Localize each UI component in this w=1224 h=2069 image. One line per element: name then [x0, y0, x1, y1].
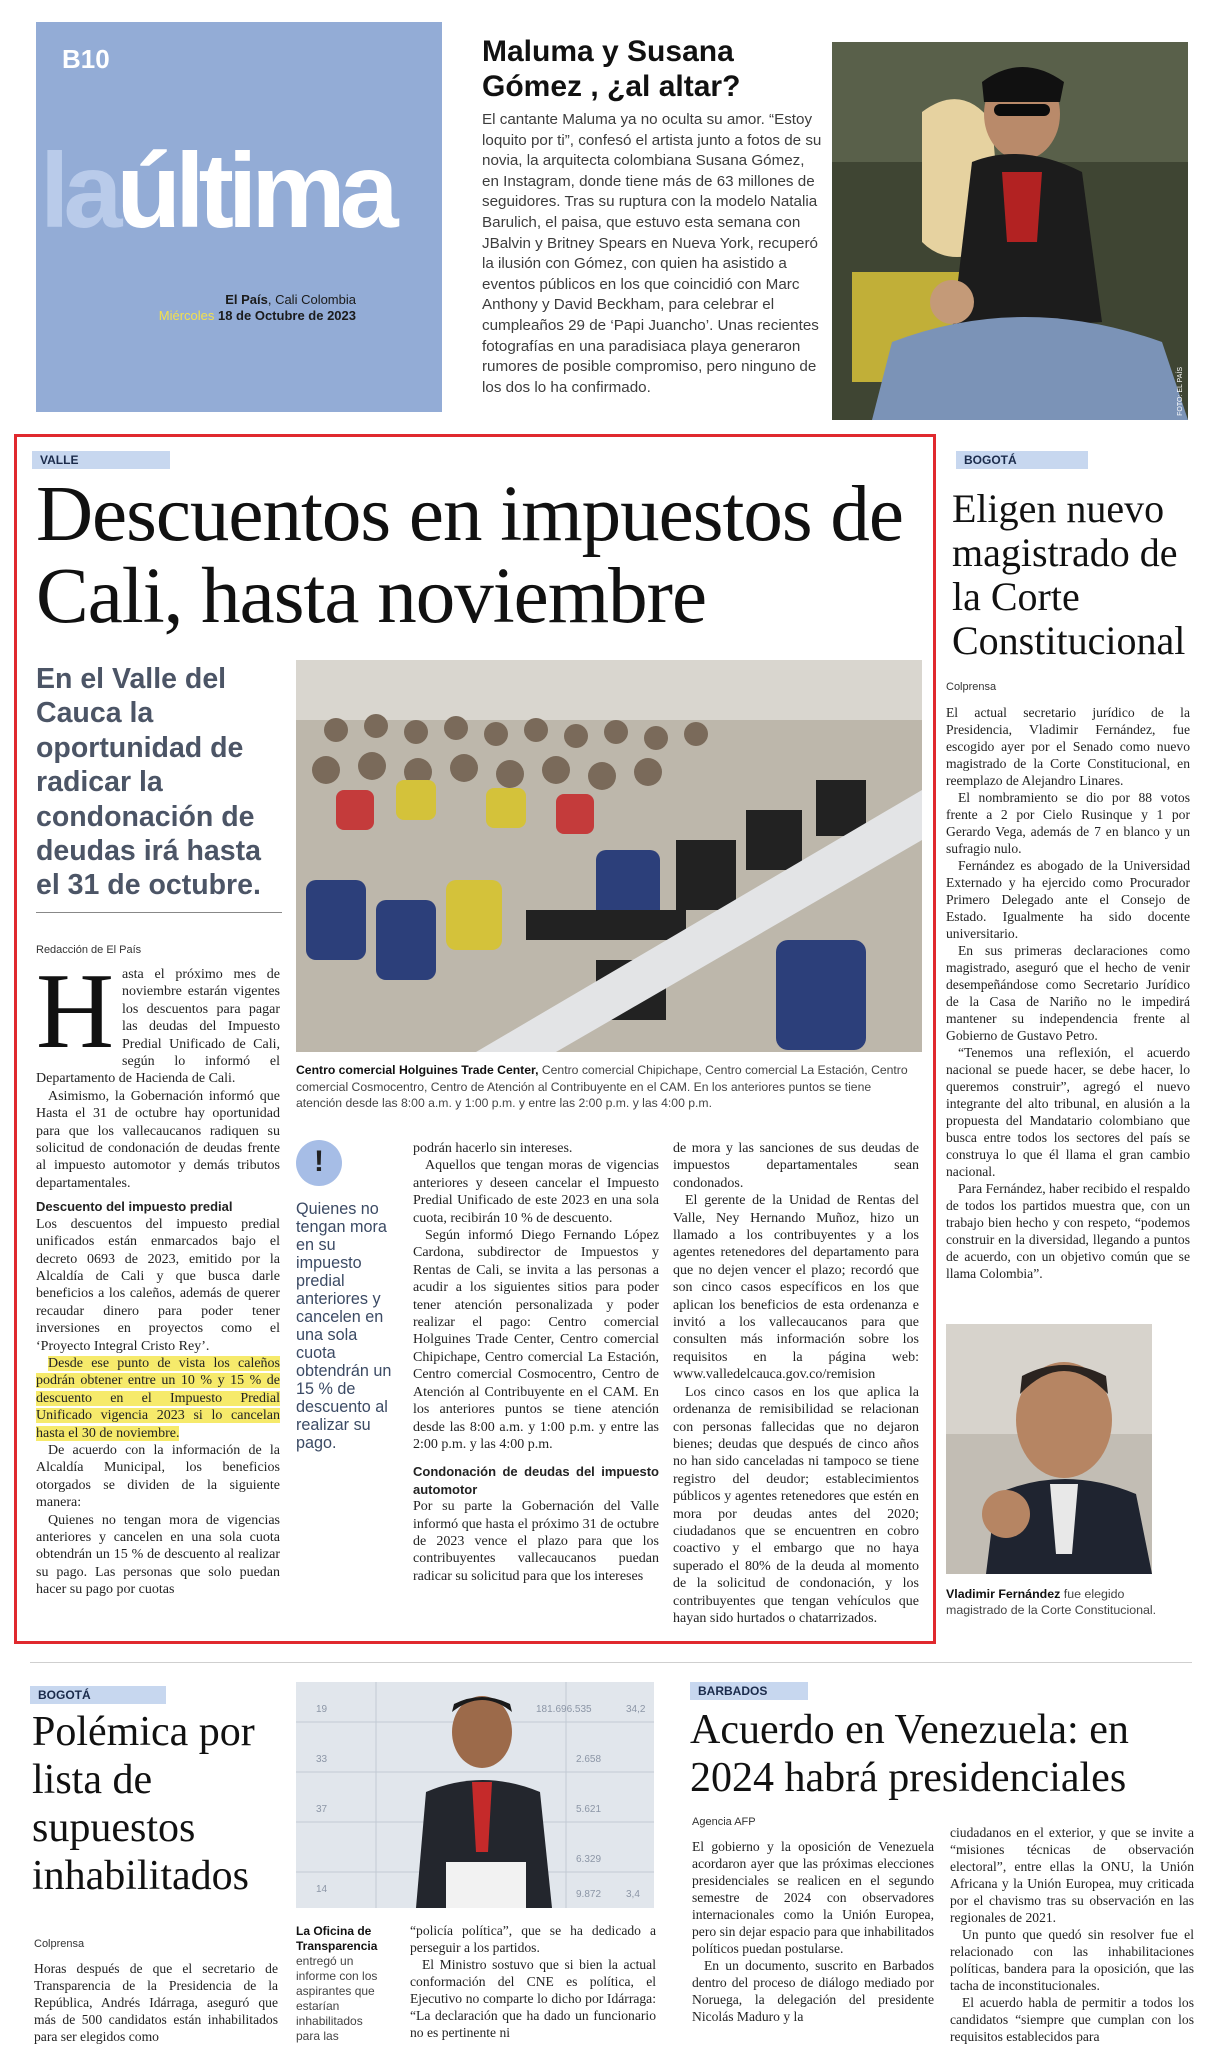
main-caption-rest: Centro comercial Chipichape, Centro comercial La Estación, Centro comercial Cosmocentro, Centro de Atención al Contribuyente en el CAM. En los anteriores puntos se tiene atención desde las 8:00 a.m. y 1:00 p.m. y entre las 2:00 p.m. y las 4:00 p.m.: [296, 1063, 908, 1110]
right-caption-rest: fue elegido magistrado de la Corte Constitucional.: [946, 1587, 1157, 1617]
bottom-right-paragraph: En un documento, suscrito en Barbados dentro del proceso de diálogo mediado por Noruega, la delegación del presidente Nicolás Maduro y la: [692, 1958, 934, 2024]
bottom-middle-body: [410, 1922, 656, 2041]
board-number: 2.658: [576, 1754, 602, 1765]
board-number: 6.329: [576, 1854, 602, 1865]
bottom-photo-caption: [296, 1924, 388, 2044]
main-lede: En el Valle del Cauca la oportunidad de radicar la condonación de deudas irá hasta el 31 de octubre.: [36, 663, 261, 902]
bottom-photo: [296, 1682, 654, 1908]
main-photo-caption: [296, 1062, 918, 1112]
main-column-4: [673, 1140, 919, 1627]
board-number: 33: [316, 1754, 328, 1765]
masthead: [36, 22, 442, 412]
bottom-left-body: [34, 1960, 278, 2045]
board-number: 37: [316, 1804, 328, 1815]
main-paragraph: de mora y las sanciones de sus deudas de impuestos departamentales sean condonados.: [673, 1141, 919, 1191]
lede-divider: [36, 912, 282, 913]
city: , Cali Colombia: [267, 292, 356, 307]
weekday: Miércoles: [158, 308, 215, 323]
top-story-title: Maluma y Susana Gómez , ¿al altar?: [482, 35, 741, 103]
bottom-left-byline: Colprensa: [34, 1938, 85, 1950]
board-number: 181.696.535: [536, 1704, 592, 1715]
main-story-photo: [296, 660, 922, 1052]
bottom-right-paragraph: El gobierno y la oposición de Venezuela acordaron ayer que las próximas elecciones presidenciales se realicen en el segundo semestre de 2024 con observadores internacionales como la Unión Europea, pero sin dejar espacio para que inhabilitados políticos puedan postularse.: [692, 1839, 934, 1956]
bottom-right-paragraph: Un punto que quedó sin resolver fue el relacionado con las inhabilitaciones políticas, bandera para la oposición, que las tacha de inconstitucionales.: [950, 1927, 1194, 1993]
right-byline: Colprensa: [946, 681, 997, 693]
board-number: 3,4: [626, 1889, 640, 1900]
main-paragraph: Los cinco casos en los que aplica la ordenanza de remisibilidad se relacionan con personas fallecidas que no dejaron bienes; deudas que después de cinco años no han sido canceladas ni tampoco se tiene registro del deudor; establecimientos públicos y agentes retenedores que estén en mora por deudas antes del 2020; ciudadanos que se encuentren en cobro coactivo y el embargo que no haya superado el 80% de la deuda al momento de la solicitud de condonación, y los contribuyentes que tengan vehículos que hayan sido hurtados o chatarrizados.: [673, 1384, 919, 1626]
section-tag-barbados: BARBADOS: [690, 1682, 808, 1700]
main-byline: Redacción de El País: [36, 944, 142, 956]
date: 18 de Octubre de 2023: [214, 308, 356, 323]
section-tag-bogota: BOGOTÁ: [30, 1686, 166, 1704]
callout-text: Quienes no tengan mora en su impuesto predial anteriores y cancelen en una sola cuota obtendrán un 15 % de descuento al realizar su pago.: [296, 1200, 392, 1452]
main-caption-bold: Centro comercial Holguines Trade Center,: [296, 1063, 539, 1077]
paper-name: El País: [225, 292, 268, 307]
main-paragraph: Por su parte la Gobernación del Valle informó que hasta el próximo 31 de octubre de 2023 vence el plazo para que los contribuyentes vallecaucanos puedan radicar su solicitud para que los intereses: [413, 1499, 659, 1584]
brand-la: la: [40, 132, 117, 250]
main-paragraph-highlighted: [36, 1355, 280, 1442]
publication-date: [159, 308, 356, 324]
top-story-photo: [832, 42, 1188, 420]
highlighted-text: Desde ese punto de vista los caleños podrán obtener entre un 10 % y 15 % de descuento en el Impuesto Predial Unificado vigencia 2023 si lo cancelan hasta el 30 de noviembre.: [36, 1355, 280, 1441]
bottom-middle-paragraph: El Ministro sostuvo que si bien la actual conformación del CNE es política, el Ejecutivo no comparte lo dicho por Idárraga: “La declaración que ha dado un funcionario no es pertinente ni: [410, 1957, 656, 2040]
brand-logo: [40, 132, 393, 250]
bottom-right-byline: Agencia AFP: [692, 1816, 756, 1828]
speaker-photo-illustration: [296, 1682, 654, 1908]
right-story-photo: [946, 1324, 1152, 1574]
main-paragraph: Los descuentos del impuesto predial unificados están enmarcados bajo el decreto 0693 de 2023, emitido por la Alcaldía de Cali y que busca darle beneficios a los caleños, además de querer recaudar dinero para poder tener inversiones en proyectos como el ‘Proyecto Integral Cristo Rey’.: [36, 1216, 280, 1354]
main-paragraph: Aquellos que tengan moras de vigencias anteriores y deseen cancelar el Impuesto Predial Unificado de este 2023 en una sola cuota, recibirán 10 % de descuento.: [413, 1158, 659, 1226]
right-photo-caption: [946, 1586, 1182, 1618]
right-paragraph: Fernández es abogado de la Universidad Externado y ha ejercido como Procurador Primero Delegado ante el Consejo de Estado. Igualmente ha sido docente universitario.: [946, 858, 1190, 941]
bottom-right-column-1: [692, 1838, 934, 2025]
board-number: 14: [316, 1884, 328, 1895]
publication-place: [159, 292, 356, 308]
bottom-divider: [30, 1662, 1192, 1663]
main-subheading: Descuento del impuesto predial: [36, 1199, 233, 1215]
right-paragraph: El actual secretario jurídico de la Presidencia, Vladimir Fernández, fue escogido ayer por el Senado como nuevo magistrado de la Corte Constitucional, en reemplazo de Alejandro Linares.: [946, 705, 1190, 788]
main-paragraph: Asimismo, la Gobernación informó que Hasta el 31 de octubre hay oportunidad para que los vallecaucanos radiquen su solicitud de condonación de deudas frente al impuesto automotor y demás tributos departamentales.: [36, 1088, 280, 1191]
drop-cap: H: [36, 952, 114, 1071]
right-paragraph: En sus primeras declaraciones como magistrado, aseguró que el hecho de venir desempeñándose como Secretario Jurídico de la Casa de Nariño no le impedirá mantener su independencia frente al Gobierno de Gustavo Petro.: [946, 943, 1190, 1043]
crowd-photo-illustration: [296, 660, 922, 1052]
right-caption-bold: Vladimir Fernández: [946, 1587, 1061, 1601]
right-paragraph: Para Fernández, haber recibido el respaldo de todos los partidos muestra que, con un trabajo bien hecho y con respeto, “podemos construir en la diversidad, llegando a puntos de acuerdo, con un objetivo común que se llama Colombia”.: [946, 1181, 1190, 1281]
board-number: 19: [316, 1704, 328, 1715]
main-subheading: Condonación de deudas del impuesto automotor: [413, 1464, 659, 1497]
bottom-right-headline: Acuerdo en Venezuela: en 2024 habrá presidenciales: [690, 1707, 1129, 1801]
top-story-body: El cantante Maluma ya no oculta su amor. “Estoy loquito por ti”, confesó el artista junto a fotos de su novia, la arquitecta colombiana Susana Gómez, en Instagram, donde tiene más de 63 millones de seguidores. Tras su ruptura con la modelo Natalia Barulich, el paisa, que estuvo esta semana con JBalvin y Britney Spears en Nueva York, recuperó la ilusión con Gómez, con quien ha asistido a eventos públicos en los que coincidió con Marc Anthony y David Beckham, para celebrar el cumpleaños 29 de ‘Papi Juancho’. Unas recientes fotografías en una paradisiaca playa generaron rumores de posible compromiso, pero ninguno de los dos lo ha confirmado.: [482, 111, 822, 396]
right-paragraph: “Tenemos una reflexión, el acuerdo nacional se puede hacer, se debe hacer, lo queremos construir”, agregó el nuevo integrante del alto tribunal, en alusión a la propuesta del Mandatario colombiano que busca entre todos los sectores del país se construya lo que él llama el gran cambio nacional.: [946, 1045, 1190, 1179]
main-paragraph: asta el próximo mes de noviembre estarán vigentes los descuentos para pagar las deudas del Impuesto Predial Unificado de Cali, según lo informó el Departamento de Hacienda de Cali.: [36, 967, 280, 1087]
main-headline: Descuentos en impuestos de Cali, hasta noviembre: [36, 471, 903, 640]
bottom-left-paragraph: Horas después de que el secretario de Transparencia de la Presidencia de la República, Andrés Idárraga, aseguró que más de 500 candidatos están inhabilitados para ser elegidos como: [34, 1961, 278, 2044]
callout-box: [296, 1140, 394, 1452]
board-number: 9.872: [576, 1889, 602, 1900]
couple-photo-illustration: [832, 42, 1188, 420]
page-number: B10: [62, 44, 110, 74]
exclamation-icon: [296, 1140, 342, 1186]
section-tag-valle: VALLE: [32, 451, 170, 469]
portrait-illustration: [946, 1324, 1152, 1574]
bottom-middle-paragraph: “policía política”, que se ha dedicado a perseguir a los partidos.: [410, 1923, 656, 1955]
main-paragraph: Quienes no tengan mora de vigencias anteriores y cancelen en una sola cuota obtendrán un 15 % de descuento al realizar su pago. Las personas que solo puedan hacer su pago por cuotas: [36, 1512, 280, 1598]
main-paragraph: Según informó Diego Fernando López Cardona, subdirector de Impuestos y Rentas de Cali, se invita a las personas a acudir a los siguientes sitios para poder tener atención personalizada y poder realizar el pago: Centro comercial Holguines Trade Center, Centro comercial Chipichape, Centro comercial La Estación, Centro comercial Cosmocentro, Centro de Atención al Contribuyente en el CAM. En los anteriores puntos se tiene atención desde las 8:00 a.m. y 1:00 p.m. y entre las 2:00 p.m. y las 4:00 p.m.: [413, 1228, 659, 1452]
board-number: 34,2: [626, 1704, 646, 1715]
photo-credit: FOTO: EL PAÍS: [1177, 367, 1184, 416]
publication-line: [159, 292, 356, 324]
right-story-body: [946, 704, 1190, 1282]
main-paragraph: podrán hacerlo sin intereses.: [413, 1141, 573, 1156]
section-tag-bogota: BOGOTÁ: [956, 451, 1088, 469]
bottom-caption-rest: entregó un informe con los aspirantes que estarían inhabilitados para las: [296, 1954, 378, 2043]
bottom-right-column-2: [950, 1824, 1194, 2045]
main-column-1: [36, 952, 280, 1599]
bottom-caption-bold: La Oficina de Transparencia: [296, 1924, 378, 1953]
main-paragraph: De acuerdo con la información de la Alcaldía Municipal, los beneficios otorgados se dividen de la siguiente manera:: [36, 1442, 280, 1511]
main-paragraph: El gerente de la Unidad de Rentas del Valle, Ney Hernando Muñoz, hizo un llamado a los contribuyentes y a los agentes retenedores del departamento para que no dejen vencer el plazo; recordó que son cinco casos específicos en los que aplican los beneficios de esta ordenanza e invitó a los vallecaucanos para que consulten más información sobre los requisitos en la página web: www.valledelcauca.gov.co/remision: [673, 1193, 919, 1383]
bottom-left-headline: Polémica por lista de supuestos inhabilitados: [32, 1709, 255, 1899]
right-headline: Eligen nuevo magistrado de la Corte Constitucional: [952, 486, 1186, 663]
brand-ultima: última: [116, 132, 393, 250]
right-paragraph: El nombramiento se dio por 88 votos frente a 2 por Cielo Rusinque y 1 por Gerardo Vega, además de 7 en blanco y un sufragio nulo.: [946, 790, 1190, 856]
main-column-3: [413, 1140, 659, 1585]
bottom-right-paragraph: El acuerdo habla de permitir a todos los candidatos “siempre que cumplan con los requisitos establecidos para: [950, 1995, 1194, 2044]
bottom-right-paragraph: ciudadanos en el exterior, y que se invite a “misiones técnicas de observación electoral”, entre ellas la ONU, la Unión Africana y la Unión Europea, muy criticada por el chavismo tras su observación en las regionales de 2021.: [950, 1825, 1194, 1925]
board-number: 5.621: [576, 1804, 602, 1815]
